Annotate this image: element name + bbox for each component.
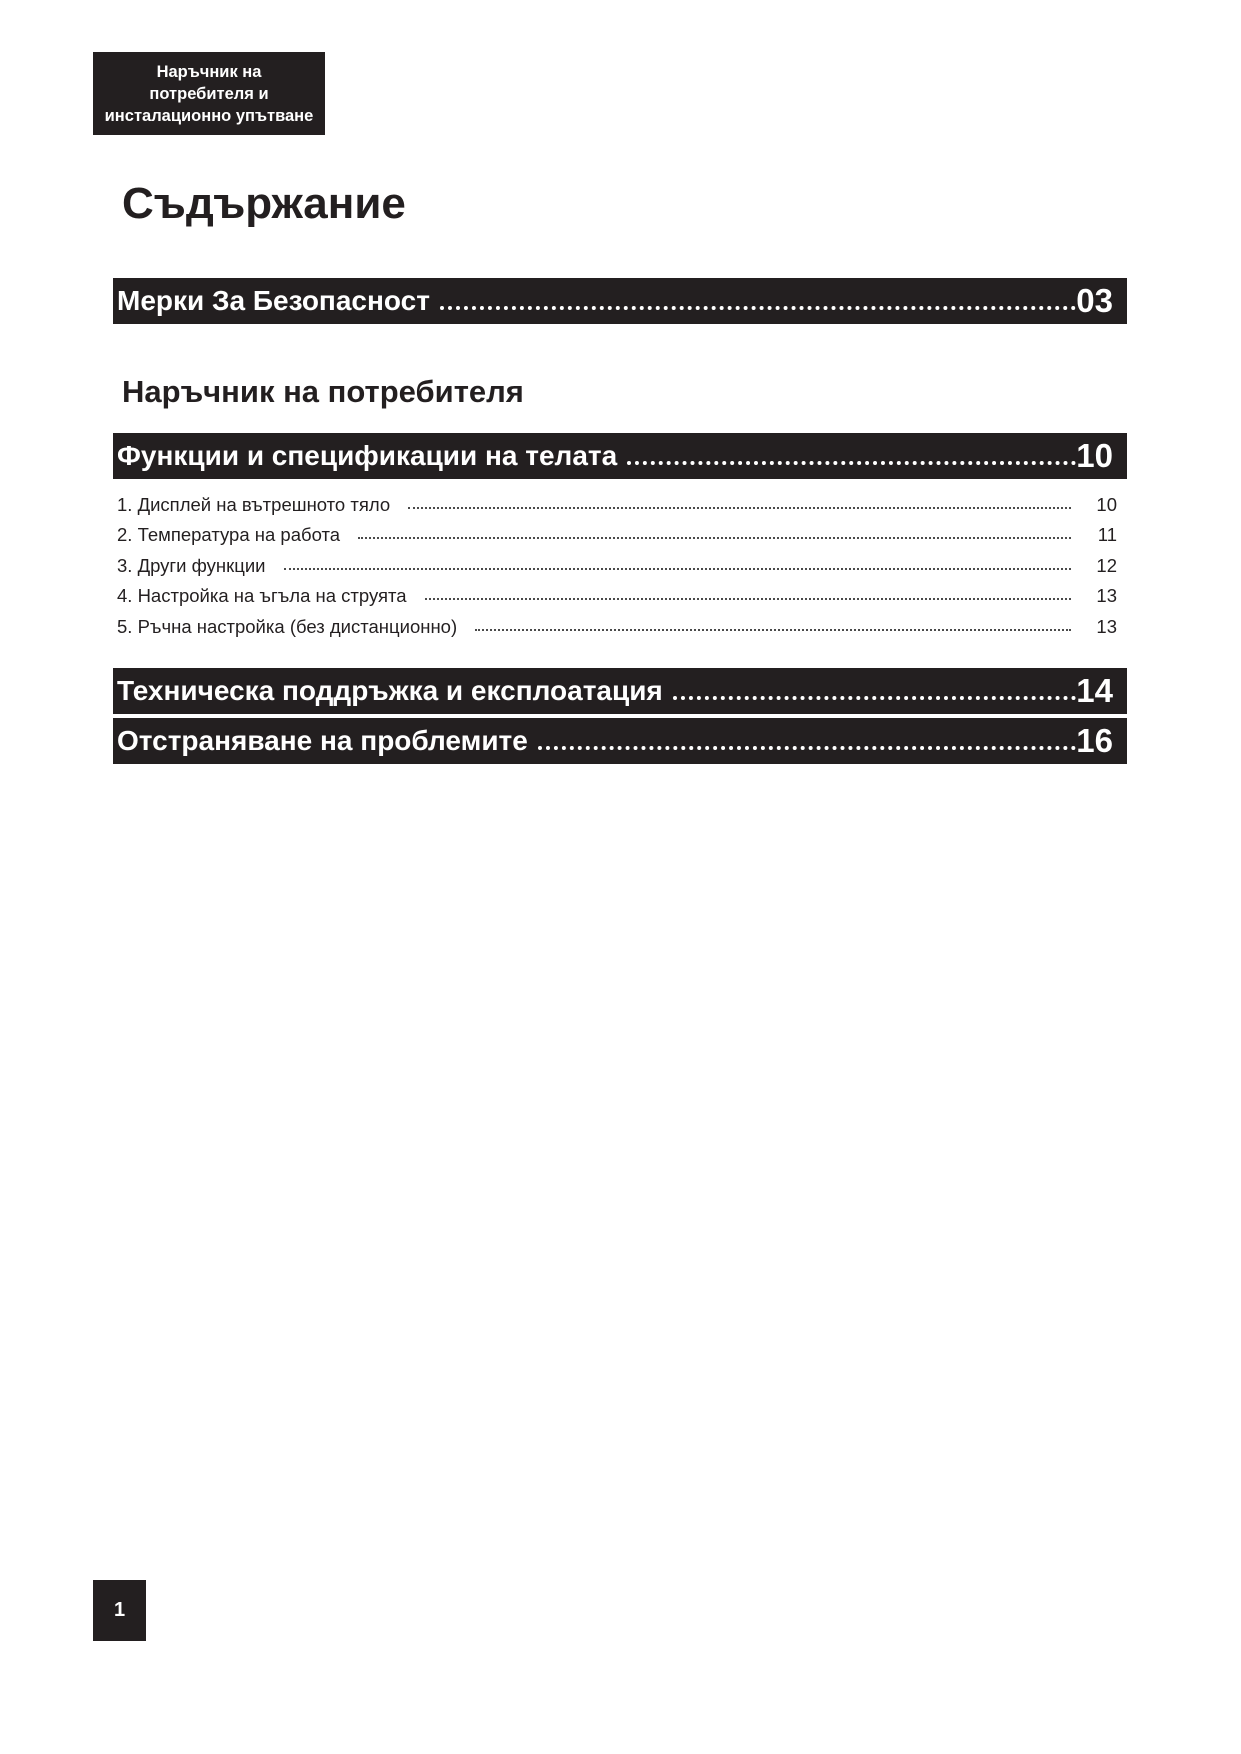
toc-entry-page: 10	[1076, 437, 1113, 474]
document-header-tab	[93, 52, 325, 135]
toc-entry-safety[interactable]	[113, 278, 1127, 324]
toc-subitem[interactable]	[117, 607, 1117, 638]
toc-subitem-page: 13	[1096, 585, 1117, 606]
toc-subitem[interactable]	[117, 546, 1117, 577]
toc-entry-label: Техническа поддръжка и експлоатация	[117, 675, 663, 706]
toc-entry-troubleshooting[interactable]	[113, 718, 1127, 764]
dot-leader	[475, 629, 1071, 631]
dot-leader	[425, 598, 1071, 600]
dot-leader	[440, 278, 1076, 310]
dot-leader	[284, 568, 1072, 570]
toc-subitem-page: 12	[1096, 554, 1117, 576]
header-line-1: Наръчник на	[156, 62, 262, 81]
toc-entry-page: 14	[1076, 672, 1113, 709]
toc-entry-page: 03	[1076, 282, 1113, 319]
toc-entry-label: Функции и спецификации на телата	[117, 440, 618, 471]
dot-leader	[538, 718, 1076, 750]
toc-subitem-label: 1. Дисплей на вътрешното тяло	[117, 493, 391, 515]
toc-subitem-label: 4. Настройка на ъгъла на струята	[117, 585, 407, 606]
toc-entry-label: Мерки За Безопасност	[117, 285, 430, 316]
toc-subitem-label: 5. Ръчна настройка (без дистанционно)	[117, 615, 458, 637]
dot-leader	[358, 537, 1071, 539]
header-line-2: потребителя и	[149, 84, 269, 103]
page-number: 1	[93, 1580, 146, 1641]
toc-subitem-label: 3. Други функции	[117, 554, 266, 576]
toc-entry-functions[interactable]	[113, 433, 1127, 479]
toc-subitem[interactable]	[117, 577, 1117, 608]
dot-leader	[408, 507, 1071, 509]
dot-leader	[673, 668, 1077, 700]
toc-subitem-page: 10	[1096, 493, 1117, 515]
toc-subitem-page: 11	[1097, 524, 1117, 545]
toc-entry-maintenance[interactable]	[113, 668, 1127, 714]
toc-subitem[interactable]	[117, 485, 1117, 516]
toc-entry-page: 16	[1076, 722, 1113, 759]
toc-subitem[interactable]	[117, 516, 1117, 547]
page-title: Съдържание	[122, 179, 406, 228]
header-line-3: инсталационно упътване	[104, 106, 314, 125]
section-title-user-manual: Наръчник на потребителя	[122, 374, 524, 409]
toc-subitem-list	[117, 485, 1117, 638]
toc-subitem-page: 13	[1096, 615, 1117, 637]
toc-entry-label: Отстраняване на проблемите	[117, 725, 528, 756]
dot-leader	[627, 433, 1076, 465]
toc-subitem-label: 2. Температура на работа	[117, 524, 341, 545]
